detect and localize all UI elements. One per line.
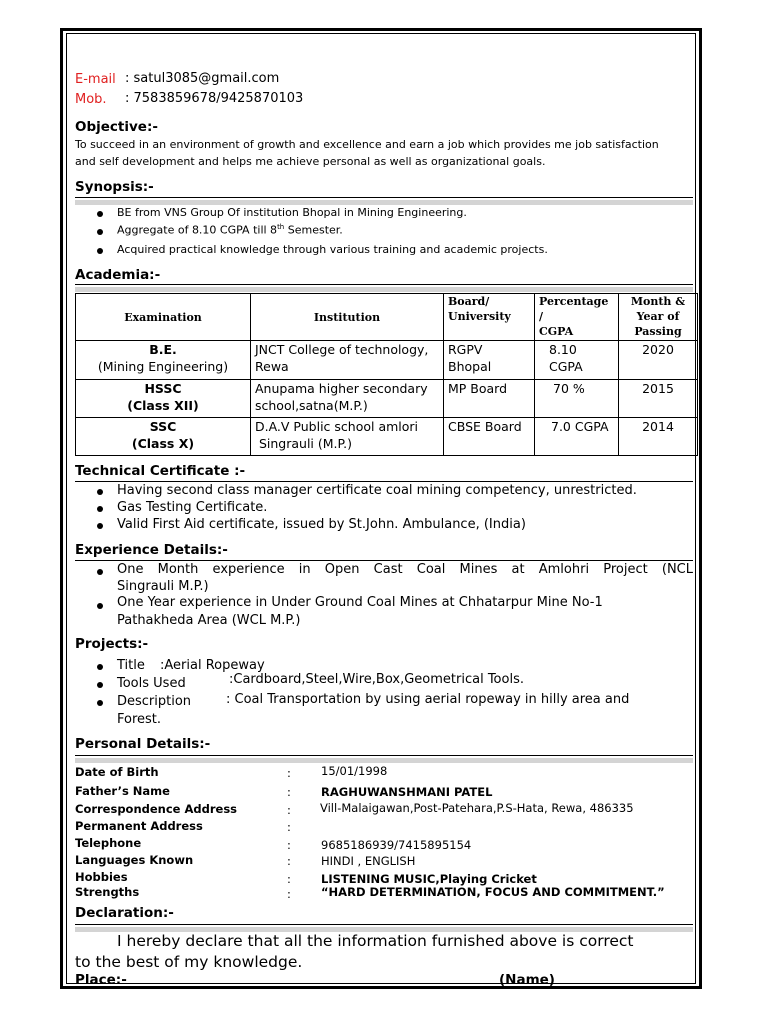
dob-value: 15/01/1998 <box>321 764 388 778</box>
synopsis-rule <box>75 197 693 198</box>
place-label: Place:- <box>75 972 127 988</box>
academia-table <box>75 293 698 456</box>
bullet <box>97 523 103 529</box>
technical-item: Gas Testing Certificate. <box>117 500 268 515</box>
experience-item-line: Singrauli M.P.) <box>117 579 209 594</box>
father-name-value: RAGHUWANSHMANI PATEL <box>321 785 493 799</box>
header-institution: Institution <box>251 294 444 341</box>
languages-colon: : <box>287 854 291 868</box>
dob-colon: : <box>287 766 291 780</box>
personal-rule <box>75 755 693 756</box>
synopsis-shade <box>75 200 693 205</box>
table-header-row <box>76 294 698 341</box>
bullet <box>97 506 103 512</box>
experience-item-line: Pathakheda Area (WCL M.P.) <box>117 613 301 628</box>
bullet <box>97 229 103 235</box>
telephone-label: Telephone <box>75 836 142 850</box>
telephone-value: 9685186939/7415895154 <box>321 838 472 852</box>
synopsis-item: BE from VNS Group Of institution Bhopal in Mining Engineering. <box>117 206 467 219</box>
experience-item-line: One Month experience in Open Cast Coal Mines at Amlohri Project (NCL <box>117 562 693 577</box>
experience-heading: Experience Details:- <box>75 542 228 558</box>
bullet <box>97 211 103 217</box>
table-row <box>76 341 698 380</box>
percentage-cell: 7.0 CGPA <box>535 418 619 456</box>
institution-cell: JNCT College of technology, Rewa <box>251 341 444 380</box>
project-desc-label: Description <box>117 694 192 709</box>
header-examination: Examination <box>76 294 251 341</box>
board-cell: RGPV Bhopal <box>444 341 535 380</box>
mobile-value: : 7583859678/9425870103 <box>125 91 304 106</box>
percentage-cell: 70 % <box>535 380 619 418</box>
dob-label: Date of Birth <box>75 765 159 779</box>
objective-line-1: To succeed in an environment of growth and excellence and earn a job which provides me job satisfaction <box>75 138 659 151</box>
declaration-heading: Declaration:- <box>75 905 174 921</box>
personal-shade <box>75 758 693 763</box>
correspondence-address-value: Vill-Malaigawan,Post-Patehara,P.S-Hata, Rewa, 486335 <box>320 801 634 815</box>
academia-rule <box>75 284 693 285</box>
header-board: Board/ University <box>444 294 535 341</box>
signature-name-label: (Name) <box>499 972 555 988</box>
hobbies-label: Hobbies <box>75 870 128 884</box>
table-row <box>76 418 698 456</box>
languages-label: Languages Known <box>75 853 194 867</box>
synopsis-heading: Synopsis:- <box>75 179 154 195</box>
project-tools-label: Tools Used <box>117 676 186 691</box>
bullet <box>97 248 103 254</box>
experience-item-line: One Year experience in Under Ground Coal Mines at Chhatarpur Mine No-1 <box>117 595 603 610</box>
permanent-address-colon: : <box>287 820 291 834</box>
objective-heading: Objective:- <box>75 119 158 135</box>
mobile-label: Mob. <box>75 92 107 107</box>
hobbies-value: LISTENING MUSIC,Playing Cricket <box>321 872 537 886</box>
project-desc-value: : Coal Transportation by using aerial ropeway in hilly area and <box>226 692 630 707</box>
year-cell: 2020 <box>619 341 698 380</box>
strengths-value: “HARD DETERMINATION, FOCUS AND COMMITMENT.” <box>321 885 665 899</box>
exam-cell: B.E. (Mining Engineering) <box>76 341 251 380</box>
exam-cell: SSC (Class X) <box>76 418 251 456</box>
percentage-cell: 8.10 CGPA <box>535 341 619 380</box>
bullet <box>97 700 103 706</box>
email-value: : satul3085@gmail.com <box>125 71 280 86</box>
year-cell: 2015 <box>619 380 698 418</box>
technical-rule <box>75 481 693 482</box>
synopsis-item: Acquired practical knowledge through various training and academic projects. <box>117 243 548 256</box>
declaration-line-2: to the best of my knowledge. <box>75 953 303 971</box>
project-title-value: :Aerial Ropeway <box>160 658 265 673</box>
header-percentage: Percentage / CGPA <box>535 294 619 341</box>
institution-cell: D.A.V Public school amlori Singrauli (M.P.) <box>251 418 444 456</box>
technical-heading: Technical Certificate :- <box>75 463 246 479</box>
academia-shade <box>75 287 693 292</box>
objective-line-2: and self development and helps me achieve personal as well as organizational goals. <box>75 155 546 168</box>
father-name-label: Father’s Name <box>75 784 170 798</box>
experience-rule <box>75 560 693 561</box>
hobbies-colon: : <box>287 872 291 886</box>
email-label: E-mail <box>75 72 116 87</box>
projects-heading: Projects:- <box>75 636 149 652</box>
correspondence-address-label: Correspondence Address <box>75 802 238 816</box>
declaration-rule <box>75 924 693 925</box>
bullet <box>97 664 103 670</box>
header-month-year: Month & Year of Passing <box>619 294 698 341</box>
board-cell: MP Board <box>444 380 535 418</box>
year-cell: 2014 <box>619 418 698 456</box>
project-tools-value: :Cardboard,Steel,Wire,Box,Geometrical Tools. <box>229 672 524 687</box>
project-title-label: Title <box>117 658 145 673</box>
bullet <box>97 569 103 575</box>
strengths-label: Strengths <box>75 885 140 899</box>
exam-cell: HSSC (Class XII) <box>76 380 251 418</box>
permanent-address-label: Permanent Address <box>75 819 203 833</box>
synopsis-item: Aggregate of 8.10 CGPA till 8th Semester. <box>117 223 343 237</box>
technical-item: Valid First Aid certificate, issued by St.John. Ambulance, (India) <box>117 517 526 532</box>
father-name-colon: : <box>287 785 291 799</box>
bullet <box>97 489 103 495</box>
languages-value: HINDI , ENGLISH <box>321 854 416 868</box>
personal-heading: Personal Details:- <box>75 736 211 752</box>
project-desc-line-2: Forest. <box>117 712 162 727</box>
correspondence-address-colon: : <box>287 803 291 817</box>
bullet <box>97 603 103 609</box>
bullet <box>97 682 103 688</box>
technical-item: Having second class manager certificate coal mining competency, unrestricted. <box>117 483 637 498</box>
table-row <box>76 380 698 418</box>
academia-heading: Academia:- <box>75 267 161 283</box>
board-cell: CBSE Board <box>444 418 535 456</box>
telephone-colon: : <box>287 838 291 852</box>
institution-cell: Anupama higher secondary school,satna(M.P.) <box>251 380 444 418</box>
declaration-line-1: I hereby declare that all the information furnished above is correct <box>117 932 634 950</box>
strengths-colon: : <box>287 887 291 901</box>
